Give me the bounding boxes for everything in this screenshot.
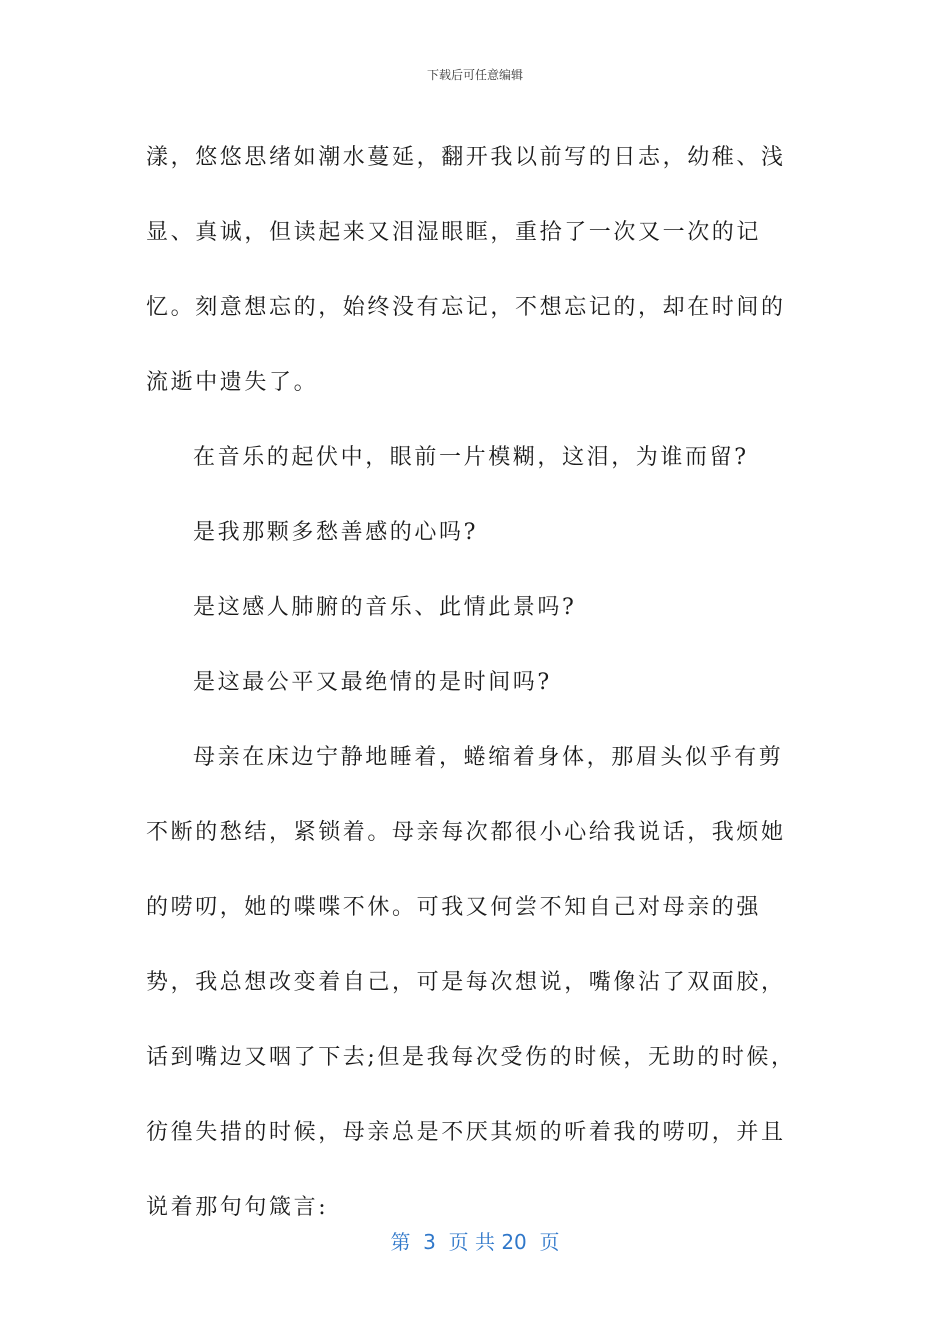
paragraph-1: 漾，悠悠思绪如潮水蔓延，翻开我以前写的日志，幼稚、浅显、真诚，但读起来又泪湿眼眶，重拾了一次又一次的记忆。刻意想忘的，始终没有忘记，不想忘记的，却在时间的流逝中遗失了。 [146,145,786,395]
document-body [146,120,806,1245]
paragraph-5: 是这最公平又最绝情的是时间吗? [193,670,552,695]
paragraph-2: 在音乐的起伏中，眼前一片模糊，这泪，为谁而留? [193,445,749,470]
page-header-note: 下载后可任意编辑 [426,68,523,82]
paragraph-4: 是这感人肺腑的音乐、此情此景吗? [193,595,577,620]
paragraph-3: 是我那颗多愁善感的心吗? [193,520,478,545]
page-number-footer: 第 3 页 共 20 页 [390,1230,560,1254]
paragraph-6: 母亲在床边宁静地睡着，蜷缩着身体，那眉头似乎有剪不断的愁结，紧锁着。母亲每次都很小心给我说话，我烦她的唠叨，她的喋喋不休。可我又何尝不知自己对母亲的强势，我总想改变着自己，可是每次想说，嘴像沾了双面胶，话到嘴边又咽了下去;但是我每次受伤的时候，无助的时候，彷徨失措的时候，母亲总是不厌其烦的听着我的唠叨，并且说着那句句箴言: [146,745,796,1220]
